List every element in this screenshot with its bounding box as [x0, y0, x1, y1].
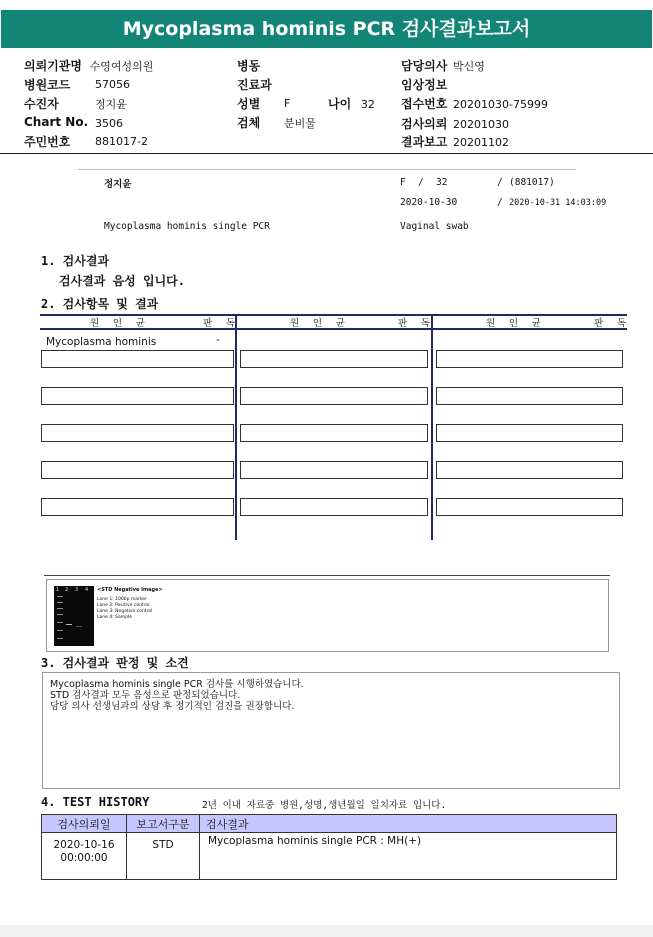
- specimen-label: 검체: [237, 116, 261, 130]
- clinical-label: 임상정보: [401, 78, 448, 92]
- section3-heading: 3. 검사결과 판정 및 소견: [41, 656, 189, 670]
- summary-dob: (881017): [509, 177, 555, 188]
- gel-lane-1: 1: [56, 587, 60, 593]
- id-row: [24, 133, 70, 150]
- history-header-type: 보고서구분: [127, 815, 200, 833]
- column-divider-1: [235, 314, 237, 540]
- result-judgement: -: [216, 334, 220, 346]
- gel-lane-2: 2: [65, 587, 69, 593]
- col3-judge-header: 판 독: [594, 318, 631, 329]
- ward-row: [237, 57, 260, 74]
- sex-value-wrap: [284, 96, 290, 110]
- summary-sex: F: [400, 177, 406, 188]
- gel-legend: [97, 587, 163, 621]
- gel-image: [54, 586, 94, 646]
- patient-row: [24, 95, 59, 112]
- result-box: [41, 350, 234, 368]
- institution-value: 수영여성의원: [89, 60, 154, 73]
- result-pathogen-name: Mycoplasma hominis: [46, 336, 157, 348]
- hospital-code-text: 57056: [95, 78, 130, 91]
- sex-label: 성별: [237, 97, 261, 111]
- ward-label: 병동: [237, 59, 261, 73]
- history-date-cell: [42, 833, 127, 880]
- result-box: [240, 387, 428, 405]
- history-result: Mycoplasma hominis single PCR : MH(+): [200, 833, 617, 880]
- col2-judge-header: 판 독: [398, 318, 435, 329]
- patient-value-wrap: [95, 96, 127, 112]
- result-box: [41, 387, 234, 405]
- report-title: Mycoplasma hominis PCR 검사결과보고서: [1, 10, 652, 48]
- history-header-date: 검사의뢰일: [42, 815, 127, 833]
- summary-sep2: /: [497, 177, 503, 188]
- report-date-label: 결과보고: [401, 135, 448, 149]
- institution-row: [24, 57, 153, 74]
- result-box: [436, 461, 623, 479]
- header-divider: [0, 153, 653, 154]
- section4-heading: 4. TEST HISTORY: [41, 795, 150, 809]
- gel-legend-title: <STD Negative Image>: [97, 587, 163, 593]
- doctor-value: 박신영: [453, 60, 485, 73]
- chart-value-wrap: [95, 116, 123, 130]
- result-box: [240, 424, 428, 442]
- result-box: [436, 350, 623, 368]
- institution-label: 의뢰기관명: [24, 59, 82, 73]
- gel-legend-line: Lane 2: Positive control: [97, 603, 150, 608]
- specimen-row: [237, 114, 260, 131]
- request-label: 검사의뢰: [401, 117, 448, 131]
- patient-label: 수진자: [24, 97, 59, 111]
- specimen-value: 분비물: [284, 117, 316, 130]
- history-date: 2020-10-16: [53, 839, 115, 851]
- opinion-line: Mycoplasma hominis single PCR 검사를 시행하였습니다.: [50, 679, 304, 690]
- section1-result: 검사결과 음성 입니다.: [59, 274, 186, 288]
- doctor-label: 담당의사: [401, 59, 448, 73]
- gel-legend-line: Lane 3: Negative control: [97, 609, 153, 614]
- clinical-row: [401, 76, 447, 93]
- id-value: 881017-2: [95, 135, 148, 148]
- gel-lane-4: 4: [85, 587, 89, 593]
- result-box: [240, 350, 428, 368]
- hospital-code-label: 병원코드: [24, 78, 71, 92]
- gel-legend-line: Lane 4: Sample: [97, 615, 132, 620]
- id-label: 주민번호: [24, 135, 71, 149]
- section1-heading: 1. 검사결과: [41, 254, 110, 268]
- dept-label: 진료과: [237, 78, 272, 92]
- result-box: [240, 461, 428, 479]
- bottom-scrollbar[interactable]: [0, 925, 653, 937]
- history-type: STD: [127, 833, 200, 880]
- receipt-value: 20201030-75999: [453, 98, 548, 111]
- table-row: [42, 833, 617, 880]
- col1-judge-header: 판 독: [203, 318, 240, 329]
- result-box: [436, 498, 623, 516]
- gel-legend-line: Lane 1: 100bp marker: [97, 597, 147, 602]
- history-time: 00:00:00: [60, 852, 108, 864]
- summary-age: 32: [436, 177, 448, 188]
- section2-heading: 2. 검사항목 및 결과: [41, 297, 159, 311]
- dept-row: [237, 76, 272, 93]
- hospital-code-row: [24, 76, 70, 93]
- age-value: 32: [360, 98, 375, 111]
- report-date-row: [401, 133, 509, 150]
- request-value: 20201030: [453, 118, 510, 131]
- chart-row: [24, 115, 88, 129]
- summary-sep1: /: [418, 177, 424, 188]
- history-header-row: [42, 815, 617, 833]
- result-box: [41, 498, 234, 516]
- doctor-row: [401, 57, 485, 74]
- gel-lane-3: 3: [75, 587, 79, 593]
- age-label: 나이: [328, 97, 352, 111]
- result-box: [436, 424, 623, 442]
- summary-name: 정지윤: [104, 179, 132, 190]
- patient-value: 정지윤: [95, 98, 127, 111]
- specimen-value-wrap: [284, 115, 316, 131]
- opinion-box: [42, 672, 620, 789]
- history-table: [41, 814, 617, 880]
- column-divider-2: [431, 314, 433, 540]
- request-row: [401, 115, 509, 132]
- history-note: 2년 이내 자료중 병원,성명,생년월일 일치자료 입니다.: [202, 800, 447, 811]
- result-box: [240, 498, 428, 516]
- summary-date1: 2020-10-30: [400, 197, 458, 208]
- col1-pathogen-header: 원 인 균: [90, 318, 149, 329]
- summary-specimen: Vaginal swab: [400, 221, 469, 232]
- id-value-wrap: [95, 134, 148, 148]
- summary-divider: [78, 169, 576, 170]
- result-box: [436, 387, 623, 405]
- age-row: [328, 95, 375, 112]
- summary-sep3: /: [497, 197, 503, 208]
- summary-date2: 2020-10-31 14:03:09: [509, 198, 607, 208]
- receipt-label: 접수번호: [401, 97, 448, 111]
- sex-value: F: [284, 97, 291, 110]
- chart-label: Chart No.: [24, 115, 89, 129]
- history-header-result: 검사결과: [200, 815, 617, 833]
- result-box: [41, 461, 234, 479]
- image-top-line: [44, 575, 610, 576]
- receipt-row: [401, 95, 548, 112]
- report-date-value: 20201102: [453, 136, 510, 149]
- opinion-line: 담당 의사 선생님과의 상담 후 정기적인 검진을 권장합니다.: [50, 701, 295, 712]
- hospital-code-value: [95, 77, 130, 91]
- result-box: [41, 424, 234, 442]
- sex-row: [237, 95, 260, 112]
- summary-test: Mycoplasma hominis single PCR: [104, 221, 270, 232]
- chart-value: 3506: [95, 117, 123, 130]
- col2-pathogen-header: 원 인 균: [290, 318, 349, 329]
- opinion-line: STD 검사결과 모두 음성으로 판정되었습니다.: [50, 690, 241, 701]
- col3-pathogen-header: 원 인 균: [486, 318, 545, 329]
